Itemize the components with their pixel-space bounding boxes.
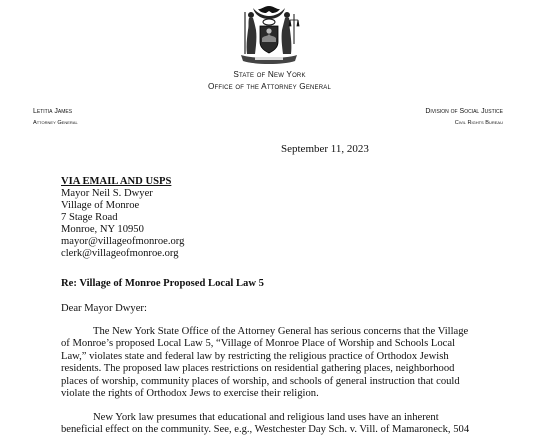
paragraph-line: New York law presumes that educational and religious land uses have an inherent <box>93 412 439 423</box>
address-line: Mayor Neil S. Dwyer <box>61 188 153 199</box>
email-address: mayor@villageofmonroe.org <box>61 235 185 247</box>
division-name: Division of Social Justice <box>425 108 503 115</box>
paragraph-line: residents. The proposed law places restrictions on residential gathering places, neighborhood <box>61 363 455 375</box>
paragraph-line: beneficial effect on the community. See, e.g., Westchester Day Sch. v. Vill. of Mamaroneck, 504 <box>61 424 470 436</box>
recipient-address <box>61 188 184 259</box>
paragraph-line: The New York State Office of the Attorney General has serious concerns that the Village <box>93 326 469 337</box>
office-state-line: State of New York <box>233 70 306 79</box>
attorney-general-title: Attorney General <box>33 120 78 126</box>
address-line: Village of Monroe <box>61 199 140 211</box>
delivery-method: VIA EMAIL AND USPS <box>61 176 172 187</box>
paragraph-line: places of worship, community places of worship, and schools of general instruction that could <box>61 375 460 387</box>
body-paragraph <box>61 326 517 400</box>
letter-date: September 11, 2023 <box>281 143 369 155</box>
office-name-line: Office of the Attorney General <box>207 82 332 91</box>
attorney-general-name: Letitia James <box>33 108 73 115</box>
paragraph-line: of Monroe’s proposed Local Law 5, “Village of Monroe Place of Worship and Schools Local <box>61 338 456 350</box>
bureau-name: Civil Rights Bureau <box>454 120 503 126</box>
salutation: Dear Mayor Dwyer: <box>61 303 147 314</box>
address-line: 7 Stage Road <box>61 211 118 223</box>
address-line: Monroe, NY 10950 <box>61 223 144 235</box>
paragraph-line: violate the rights of Orthodox Jews to exercise their religion. <box>61 388 319 400</box>
paragraph-line: Law,” violates state and federal law by restricting the religious practice of Orthodox Jewish <box>61 350 449 362</box>
body-paragraph <box>61 412 517 437</box>
subject-line: Re: Village of Monroe Proposed Local Law 5 <box>61 278 264 289</box>
state-seal-icon <box>233 4 305 66</box>
email-address: clerk@villageofmonroe.org <box>61 247 179 259</box>
